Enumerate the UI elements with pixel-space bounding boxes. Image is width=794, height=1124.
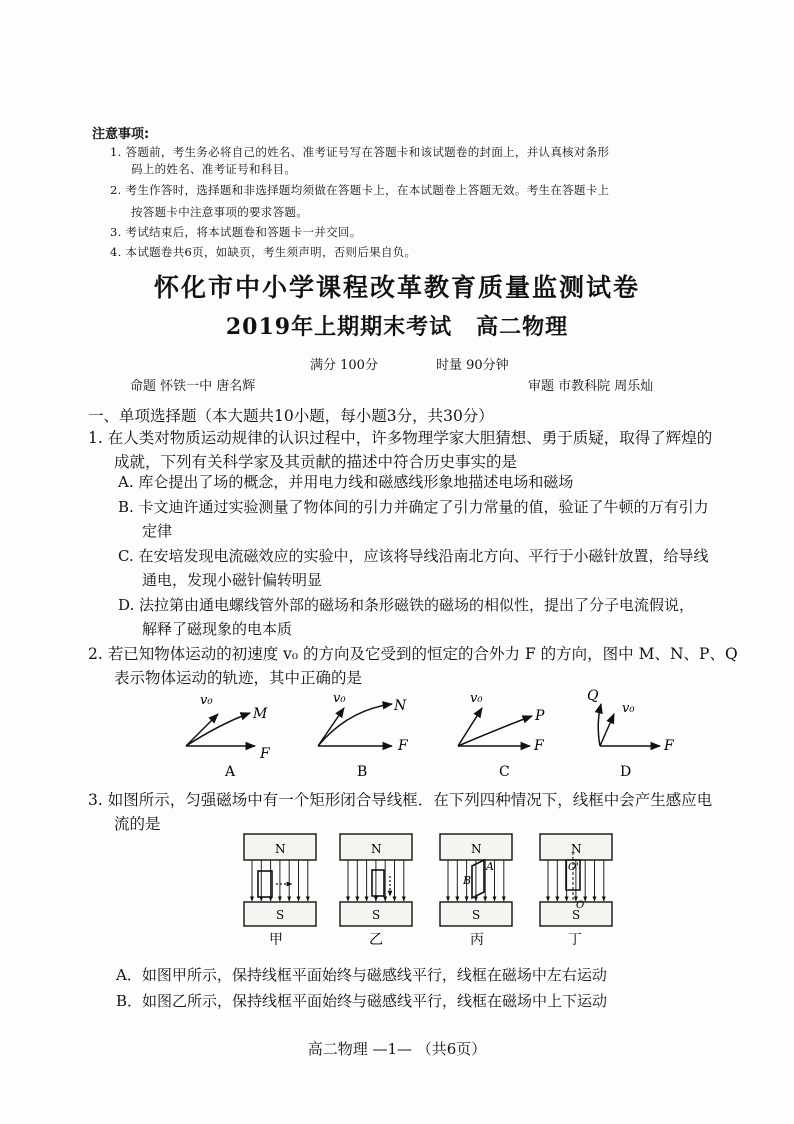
q3-option-a: A．如图甲所示，保持线框平面始终与磁感线平行，线框在磁场中左右运动 (116, 966, 607, 984)
q1-option-d: D. 法拉第由通电螺线管外部的磁场和条形磁铁的磁场的相似性，提出了分子电流假说， (118, 596, 695, 614)
wire-frame-jia (258, 871, 272, 897)
q2-trajectory-figures (0, 680, 794, 780)
trajectory-c (458, 716, 532, 746)
figure-label-d: D (620, 764, 632, 780)
n-pole-label-ding: N (571, 842, 582, 856)
notice-item-2-cont: 按答题卡中注意事项的要求答题。 (131, 205, 308, 219)
reviewer-line: 审题 市教科院 周乐灿 (528, 379, 654, 394)
mark-o-ding: O (576, 900, 585, 911)
s-pole-label-ding: S (572, 908, 581, 922)
q1-option-c-cont: 通电，发现小磁针偏转明显 (142, 571, 323, 589)
mark-o-prime-ding: O' (568, 862, 579, 873)
s-pole-label-bing: S (472, 908, 481, 922)
trajectory-a (186, 713, 250, 746)
v0-label-b: v₀ (333, 691, 346, 706)
exam-subtitle (0, 310, 794, 341)
figure-label-bing: 丙 (470, 932, 484, 948)
exam-subject: 高二物理 (476, 314, 569, 340)
q3-option-b: B．如图乙所示，保持线框平面始终与磁感线平行，线框在磁场中上下运动 (116, 992, 608, 1010)
curve-label-d: Q (587, 688, 599, 704)
page-footer: 高二物理 —1— （共6页） (307, 1040, 487, 1058)
n-pole-label-bing: N (471, 842, 482, 856)
wire-frame-bing (472, 860, 484, 898)
velocity-arrow-b (318, 708, 344, 746)
curve-label-b: N (394, 698, 407, 714)
curve-label-a: M (253, 706, 268, 722)
v0-label-c: v₀ (470, 691, 483, 706)
author-line: 命题 怀铁一中 唐名辉 (130, 379, 256, 394)
figure-label-a: A (225, 764, 236, 780)
q2-stem-line1: 2. 若已知物体运动的初速度 v₀ 的方向及它受到的恒定的合外力 F 的方向，图中 M、N、P、Q (88, 645, 738, 663)
notice-item-3: 3. 考试结束后，将本试题卷和答题卡一并交回。 (110, 225, 362, 239)
q1-option-c: C. 在安培发现电流磁效应的实验中，应该将导线沿南北方向、平行于小磁针放置，给导线 (118, 547, 709, 565)
q3-stem-line1: 3. 如图所示，匀强磁场中有一个矩形闭合导线框．在下列四种情况下，线框中会产生感应电 (88, 791, 713, 809)
figure-label-jia: 甲 (269, 932, 283, 948)
q2-stem-line2: 表示物体运动的轨迹，其中正确的是 (114, 669, 363, 687)
figure-label-ding: 丁 (568, 932, 582, 948)
q1-option-a: A. 库仑提出了场的概念，并用电力线和磁感线形象地描述电场和磁场 (118, 473, 574, 491)
magnet-yi (340, 834, 412, 926)
full-score: 满分 100分 (310, 358, 378, 373)
q1-option-b-cont: 定律 (142, 522, 173, 540)
figure-c (458, 691, 545, 780)
trajectory-d (598, 704, 601, 746)
time-limit: 时量 90分钟 (436, 358, 509, 373)
exam-title: 怀化市中小学课程改革教育质量监测试卷 (153, 273, 640, 302)
q1-stem-line2: 成就，下列有关科学家及其贡献的描述中符合历史事实的是 (114, 453, 518, 471)
force-label-b: F (398, 738, 408, 754)
q1-stem-line1: 1. 在人类对物质运动规律的认识过程中，许多物理学家大胆猜想、勇于质疑，取得了辉煌的 (88, 429, 713, 447)
n-pole-label-jia: N (275, 842, 286, 856)
velocity-arrow-d (600, 714, 614, 746)
notice-item-4: 4. 本试题卷共6页，如缺页，考生须声明，否则后果自负。 (110, 245, 417, 259)
section-heading: 一、单项选择题（本大题共10小题，每小题3分，共30分） (88, 407, 494, 425)
figure-a (186, 693, 271, 780)
s-pole-label-yi: S (372, 908, 381, 922)
magnet-jia (244, 834, 316, 926)
magnet-bing (440, 834, 512, 926)
q1-option-d-cont: 解释了磁现象的电本质 (142, 620, 293, 638)
magnet-ding (540, 834, 612, 926)
v0-label-d: v₀ (622, 701, 635, 716)
v0-label-a: v₀ (200, 693, 213, 708)
curve-label-c: P (535, 708, 545, 724)
force-label-d: F (664, 738, 674, 754)
n-pole-label-yi: N (371, 842, 382, 856)
force-label-c: F (534, 738, 544, 754)
notice-title: 注意事项: (92, 127, 150, 142)
figure-label-c: C (499, 764, 510, 780)
figure-label-b: B (357, 764, 368, 780)
notice-item-2: 2. 考生作答时，选择题和非选择题均须做在答题卡上，在本试题卷上答题无效。考生在答题卡上 (110, 183, 610, 197)
force-label-a: F (260, 746, 270, 762)
q1-option-b: B. 卡文迪许通过实验测量了物体间的引力并确定了引力常量的值，验证了牛顿的万有引力 (118, 498, 709, 516)
notice-item-1: 1. 答题前，考生务必将自己的姓名、准考证号写在答题卡和该试题卷的封面上，并认真核对条形 (110, 145, 610, 159)
trajectory-b (318, 704, 392, 746)
mark-a-bing: A (486, 860, 494, 873)
figure-d (587, 688, 675, 780)
figure-label-yi: 乙 (369, 932, 383, 948)
mark-b-bing: B (463, 874, 472, 887)
exam-session: 2019年上期期末考试 (225, 314, 453, 340)
q3-stem-line2: 流的是 (114, 815, 161, 833)
notice-item-1-cont: 码上的姓名、准考证号和科目。 (131, 162, 297, 176)
s-pole-label-jia: S (276, 908, 285, 922)
wire-frame-yi (372, 870, 384, 896)
q3-magnet-figures (0, 826, 794, 956)
figure-b (318, 691, 409, 780)
